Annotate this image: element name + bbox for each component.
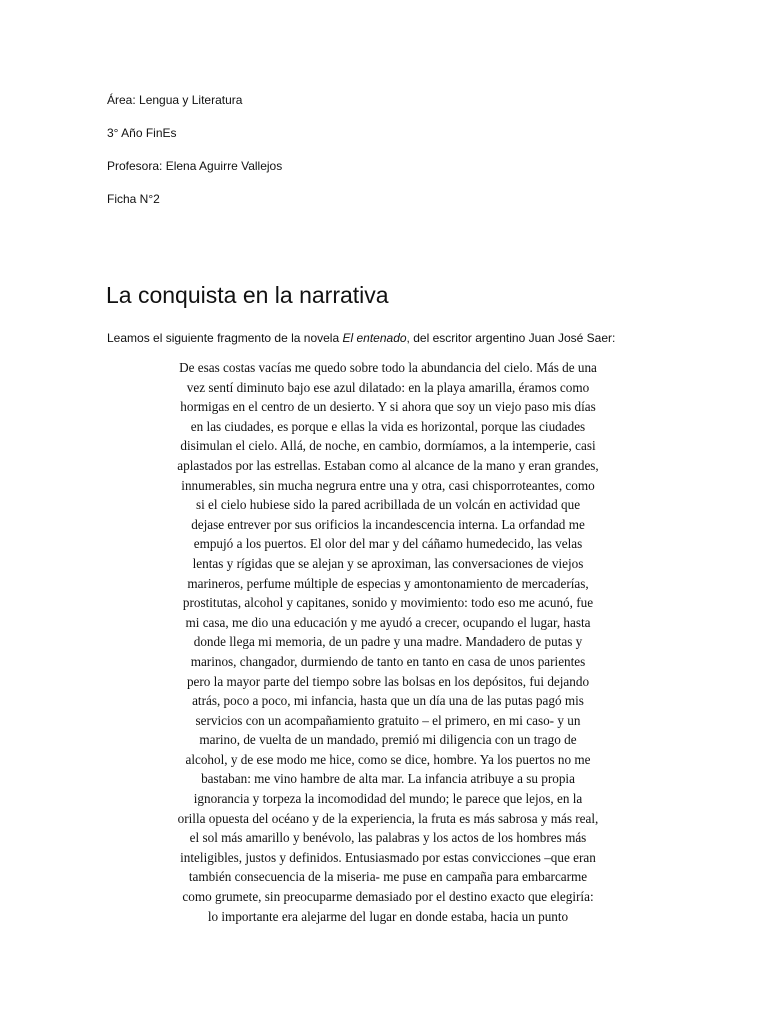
excerpt-line: vez sentí diminuto bajo ese azul dilatado: en la playa amarilla, éramos como (186, 379, 590, 395)
excerpt-line: lentas y rígidas que se alejan y se aproximan, las conversaciones de viejos (192, 555, 584, 571)
subject-area: Área: Lengua y Literatura (107, 93, 243, 107)
excerpt-line: ignorancia y torpeza la incomodidad del mundo; le parece que lejos, en la (193, 791, 583, 807)
excerpt-line: lo importante era alejarme del lugar en donde estaba, hacia un punto (207, 908, 569, 924)
excerpt-line: pero la mayor parte del tiempo sobre las bolsas en los depósitos, fui dejando (186, 673, 590, 689)
excerpt-line: marinos, changador, durmiendo de tanto en tanto en casa de unos parientes (190, 653, 586, 669)
course-year: 3° Año FinEs (107, 126, 177, 140)
excerpt-line: hormigas en el centro de un desierto. Y si ahora que soy un viejo paso mis días (180, 399, 596, 415)
teacher-name: Profesora: Elena Aguirre Vallejos (107, 159, 283, 173)
excerpt-line: en las ciudades, es porque e ellas la vida es horizontal, porque las ciudades (190, 418, 586, 434)
excerpt-line: atrás, poco a poco, mi infancia, hasta que un día una de las putas pagó mis (192, 693, 584, 709)
intro-sentence (107, 330, 615, 346)
excerpt-line: marino, de vuelta de un mandado, premió mi diligencia con un trago de (199, 732, 577, 748)
novel-excerpt (138, 358, 638, 926)
excerpt-line: innumerables, sin mucha negrura entre una y otra, casi chisporroteantes, como (181, 477, 595, 493)
excerpt-line: inteligibles, justos y definidos. Entusiasmado por estas convicciones –que eran (180, 849, 596, 865)
excerpt-line: dejase entrever por sus orificios la incandescencia interna. La orfandad me (191, 516, 585, 532)
excerpt-line: bastaban: me vino hambre de alta mar. La infancia atribuye a su propia (201, 771, 575, 787)
intro-text-before: Leamos el siguiente fragmento de la novela (107, 331, 343, 345)
excerpt-line: disimulan el cielo. Allá, de noche, en cambio, dormíamos, a la intemperie, casi (180, 438, 596, 454)
worksheet-number: Ficha N°2 (107, 192, 160, 206)
excerpt-line: orilla opuesta del océano y de la experiencia, la fruta es más sabrosa y más real, (177, 810, 599, 826)
excerpt-line: mi casa, me dio una educación y me ayudó a crecer, ocupando el lugar, hasta (185, 614, 591, 630)
excerpt-line: De esas costas vacías me quedo sobre todo la abundancia del cielo. Más de una (179, 360, 597, 375)
excerpt-line: prostitutas, alcohol y capitanes, sonido y movimiento: todo eso me acunó, fue (182, 595, 594, 611)
excerpt-line: donde llega mi memoria, de un padre y una madre. Mandadero de putas y (193, 634, 583, 650)
excerpt-line: también consecuencia de la miseria- me puse en campaña para embarcarme (188, 869, 588, 885)
excerpt-line: servicios con un acompañamiento gratuito – el primero, en mi caso- y un (195, 712, 581, 728)
novel-title: El entenado (342, 331, 407, 345)
excerpt-line: el sol más amarillo y benévolo, las palabras y los actos de los hombres más (189, 830, 587, 846)
excerpt-line: como grumete, sin preocuparme demasiado por el destino exacto que elegiría: (182, 889, 594, 905)
intro-text-after: , del escritor argentino Juan José Saer: (406, 331, 616, 345)
page-title: La conquista en la narrativa (106, 282, 389, 308)
excerpt-line: si el cielo hubiese sido la pared acribillada de un volcán en actividad que (195, 497, 581, 513)
excerpt-line: alcohol, y de ese modo me hice, como se dice, hombre. Ya los puertos no me (185, 751, 591, 767)
excerpt-line: aplastados por las estrellas. Estaban como al alcance de la mano y eran grandes, (177, 457, 599, 473)
excerpt-line: empujó a los puertos. El olor del mar y del cáñamo humedecido, las velas (193, 536, 583, 552)
excerpt-line: marineros, perfume múltiple de especias y amontonamiento de mercaderías, (187, 575, 589, 591)
